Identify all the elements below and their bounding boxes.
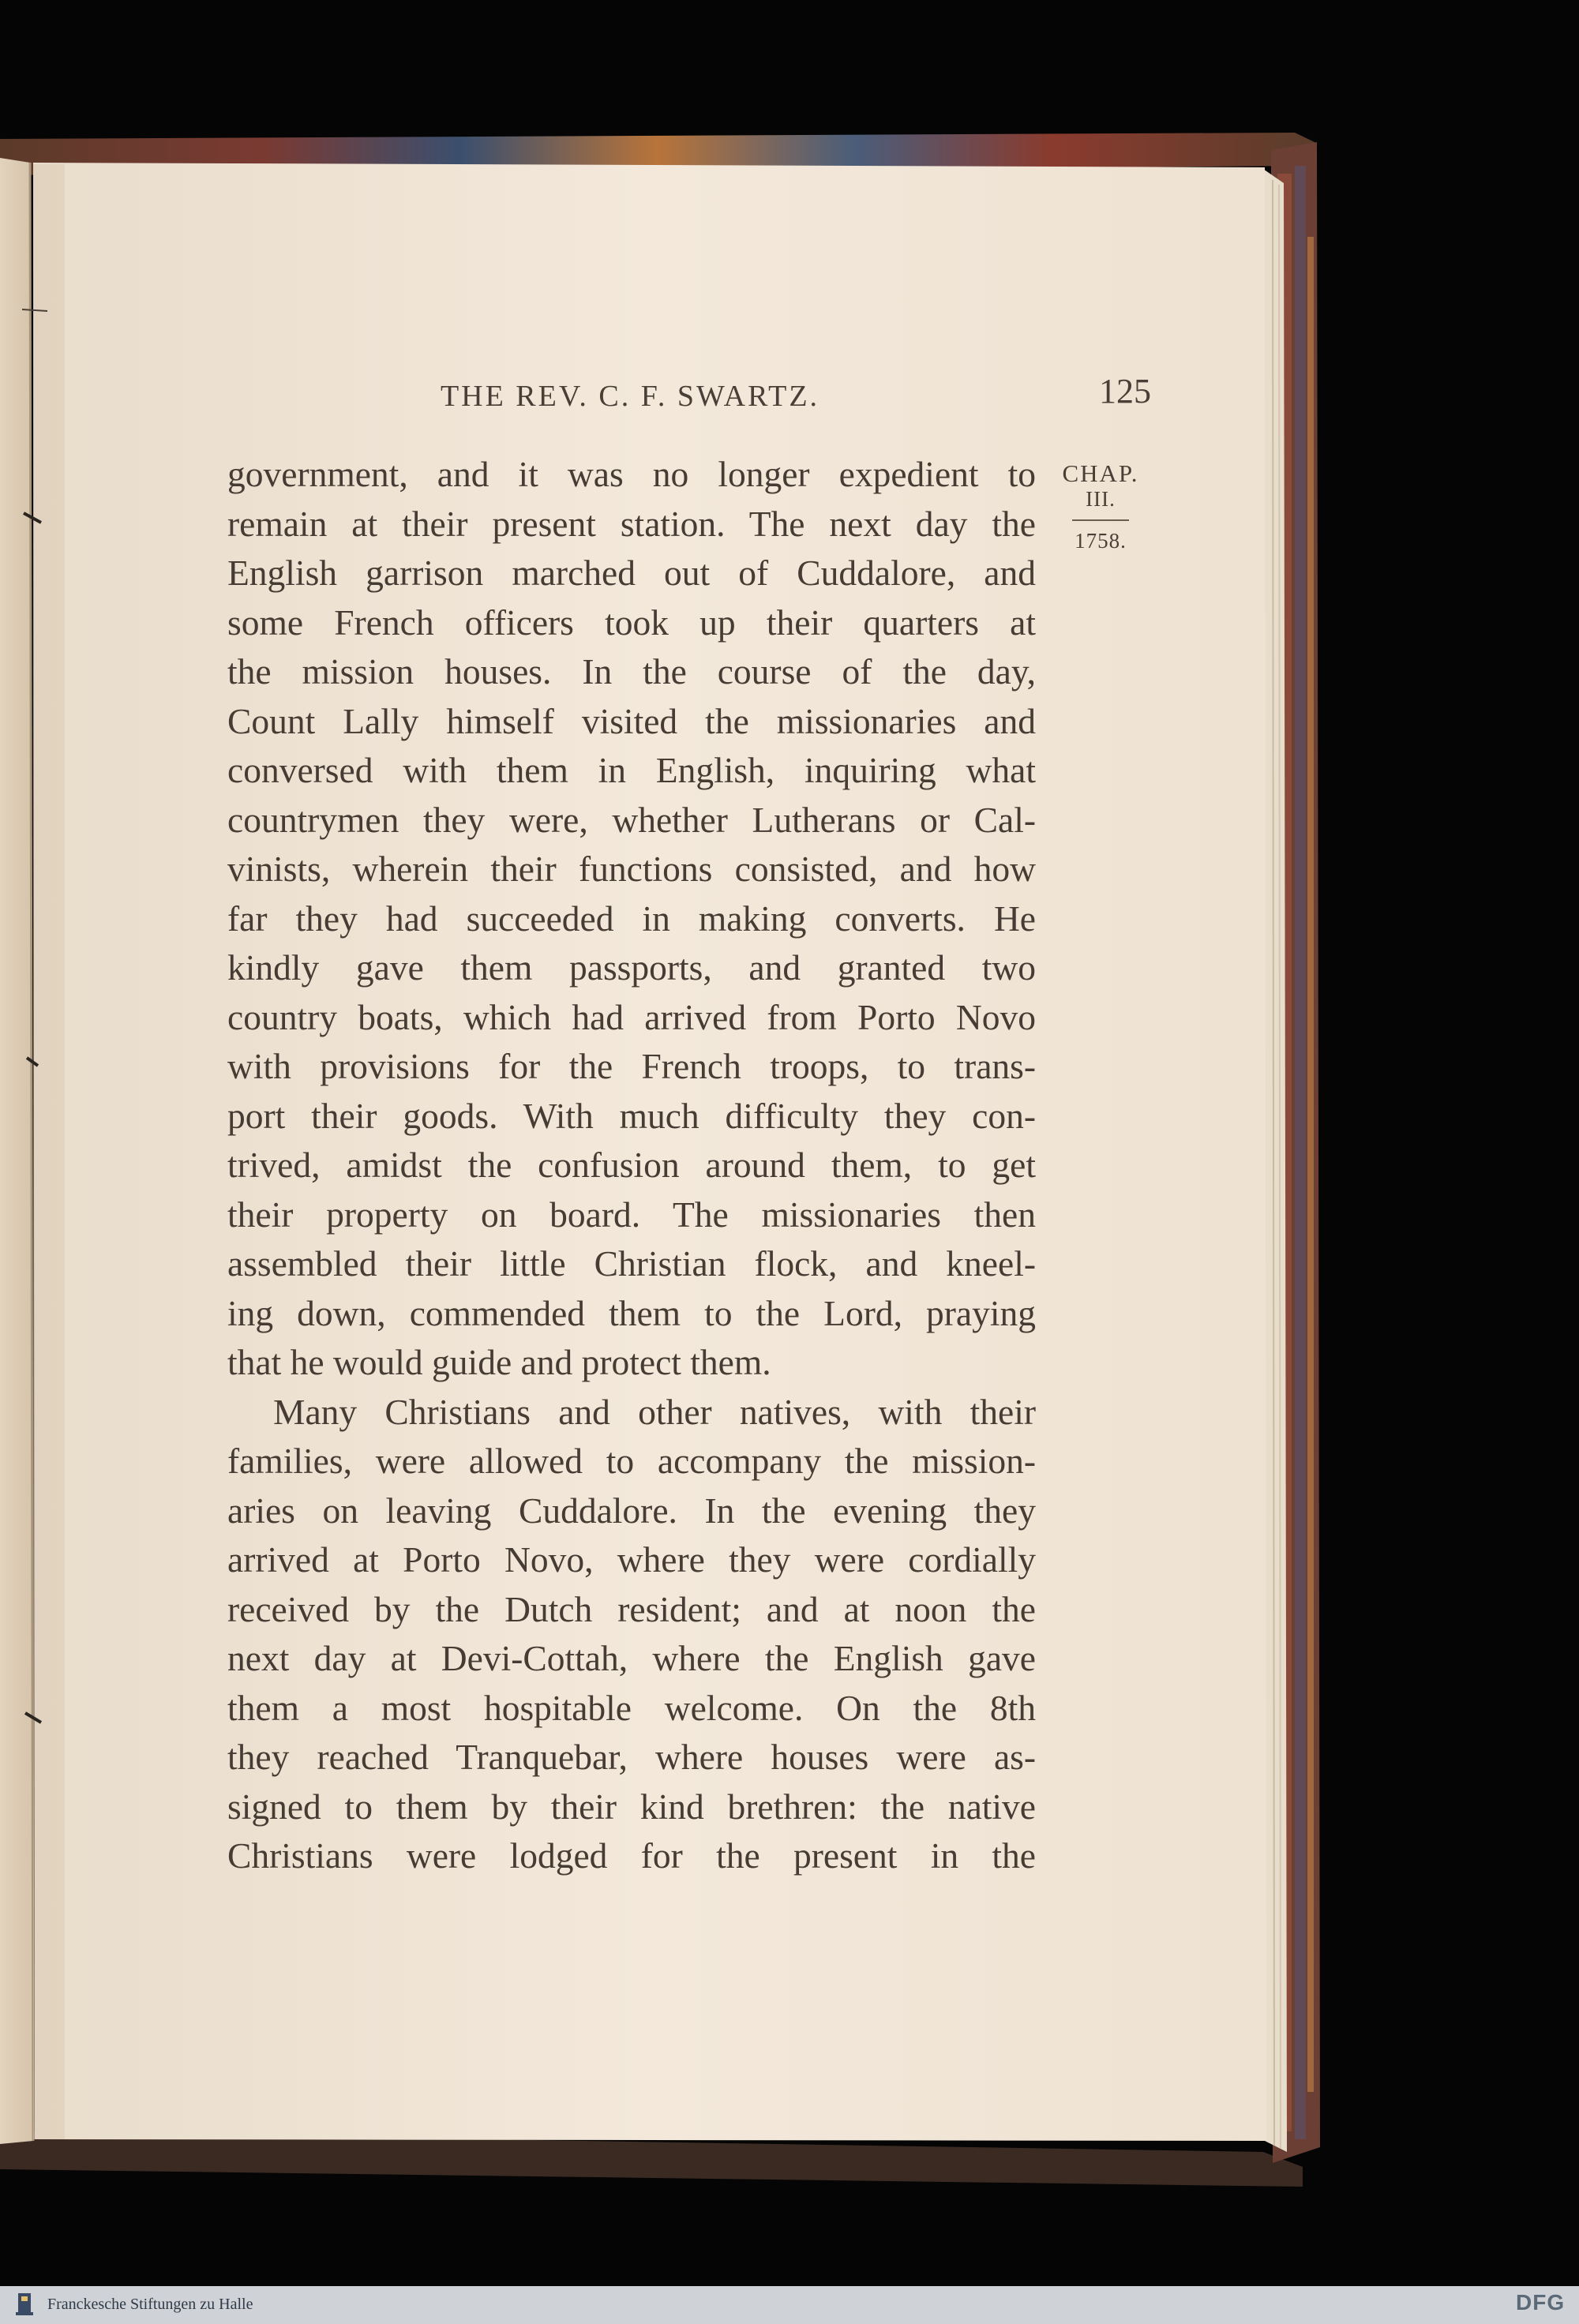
text-line: Count Lally himself visited the missionaries and xyxy=(227,700,1036,741)
paragraph xyxy=(227,450,1036,1388)
running-head: THE REV. C. F. SWARTZ. xyxy=(440,380,820,413)
page-edges xyxy=(1263,169,1287,2152)
text-line: conversed with them in English, inquiring what xyxy=(227,750,1036,790)
text-line: aries on leaving Cuddalore. In the evening they xyxy=(227,1490,1036,1531)
margin-rule xyxy=(1072,519,1129,521)
text-line: government, and it was no longer expedient to xyxy=(227,454,1036,494)
text-line: them a most hospitable welcome. On the 8th xyxy=(227,1687,1036,1728)
text-line: far they had succeeded in making converts. He xyxy=(227,898,1036,939)
text-line: Christians were lodged for the present in the xyxy=(227,1835,1036,1876)
text-line: received by the Dutch resident; and at noon the xyxy=(227,1588,1036,1629)
text-line: with provisions for the French troops, to trans- xyxy=(227,1046,1036,1086)
text-line: ing down, commended them to the Lord, praying xyxy=(227,1292,1036,1333)
page-number: 125 xyxy=(1099,372,1151,410)
text-line: their property on board. The missionaries then xyxy=(227,1194,1036,1235)
text-line: assembled their little Christian flock, and kneel- xyxy=(227,1243,1036,1284)
body-text xyxy=(227,450,1036,1881)
text-line: Many Christians and other natives, with their xyxy=(273,1391,1036,1432)
text-line: remain at their present station. The next day the xyxy=(227,503,1036,544)
text-line: signed to them by their kind brethren: the native xyxy=(227,1786,1036,1827)
text-line: countrymen they were, whether Lutherans or Cal- xyxy=(227,799,1036,840)
text-line: English garrison marched out of Cuddalore, and xyxy=(227,553,1036,593)
paragraph xyxy=(227,1388,1036,1881)
text-line: some French officers took up their quarters at xyxy=(227,602,1036,643)
margin-chap-label: CHAP. xyxy=(1062,459,1139,487)
library-logo-icon xyxy=(9,2290,39,2320)
text-line: kindly gave them passports, and granted two xyxy=(227,947,1036,988)
text-line: vinists, wherein their functions consisted, and how xyxy=(227,849,1036,889)
text-line: arrived at Porto Novo, where they were cordially xyxy=(227,1539,1036,1580)
dfg-logo: DFG xyxy=(1516,2290,1566,2315)
margin-chapter-number: III. xyxy=(1086,487,1116,511)
left-page-edge xyxy=(0,158,33,2144)
library-name: Franckesche Stiftungen zu Halle xyxy=(47,2296,253,2313)
text-line: country boats, which had arrived from Porto Novo xyxy=(227,996,1036,1037)
text-line: the mission houses. In the course of the day, xyxy=(227,651,1036,692)
text-line: port their goods. With much difficulty they con- xyxy=(227,1095,1036,1136)
text-line: that he would guide and protect them. xyxy=(227,1342,771,1382)
margin-note xyxy=(1053,461,1148,552)
text-line: next day at Devi-Cottah, where the English gave xyxy=(227,1638,1036,1678)
text-line: they reached Tranquebar, where houses were as- xyxy=(227,1737,1036,1777)
text-line: trived, amidst the confusion around them, to get xyxy=(227,1145,1036,1185)
text-line: families, were allowed to accompany the mission- xyxy=(227,1441,1036,1481)
margin-year: 1758. xyxy=(1075,529,1127,553)
